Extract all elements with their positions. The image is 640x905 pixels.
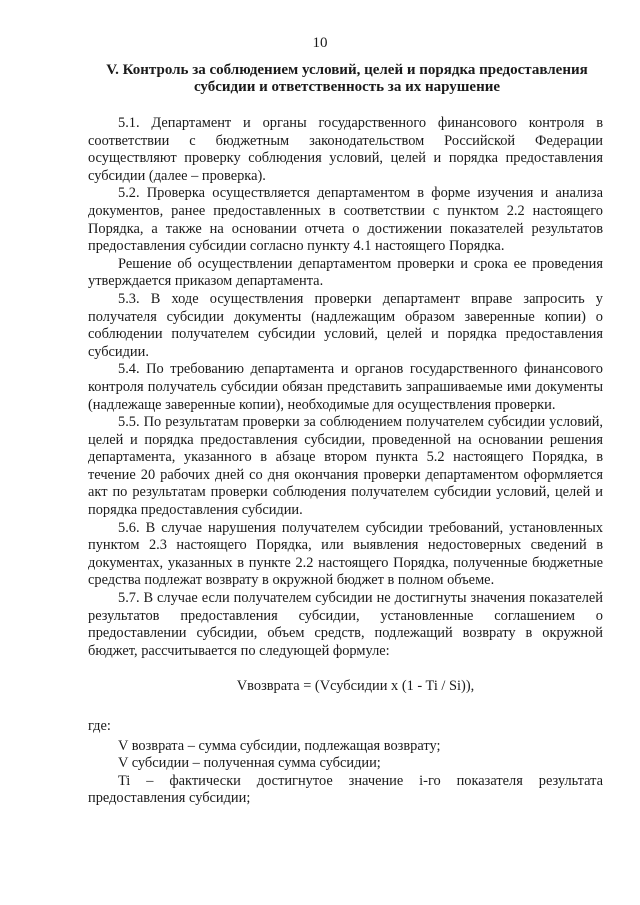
paragraph-5-6: 5.6. В случае нарушения получателем субсидии требований, установленных пунктом 2.3 настоящего Порядка, или выявления недостоверных сведений в документах, указанных в пункте 2.2 настоящего Порядка, полученные бюджетные средства подлежат возврату в окружной бюджет в полном объеме.: [88, 519, 603, 589]
document-body: [88, 115, 603, 808]
paragraph-5-4: 5.4. По требованию департамента и органов государственного финансового контроля получатель субсидии обязан представить запрашиваемые ими документы (надлежаще заверенные копии), необходимые для осуществления проверки.: [88, 361, 603, 413]
return-formula: Vвозврата = (Vсубсидии x (1 - Ti / Si)),: [236, 678, 475, 695]
section-heading: V. Контроль за соблюдением условий, целей и порядка предоставления субсидии и ответственность за их нарушение: [106, 62, 588, 95]
paragraph-5-3: 5.3. В ходе осуществления проверки департамент вправе запросить у получателя субсидии документы (надлежащим образом заверенные копии) о соблюдении получателем субсидии условий, целей и порядка предоставления субсидии.: [88, 290, 603, 360]
paragraph-5-1: 5.1. Департамент и органы государственного финансового контроля в соответствии с бюджетным законодательством Российской Федерации осуществляют проверку соблюдения условий, целей и порядка предоставления субсидии (далее – проверка).: [88, 115, 603, 184]
paragraph-5-5: 5.5. По результатам проверки за соблюдением получателем субсидии условий, целей и порядка предоставления субсидии, проведенной на основании решения департамента, указанного в абзаце втором пункта 5.2 настоящего Порядка, в течение 20 рабочих дней со дня окончания проверки департаментом оформляется акт по результатам проверки соблюдения получателем субсидии условий, целей и порядка предоставления субсидии.: [88, 414, 603, 519]
paragraph-5-2-decision: Решение об осуществлении департаментом проверки и срока ее проведения утверждается приказом департамента.: [88, 255, 603, 290]
definition-v-subsidy: V субсидии – полученная сумма субсидии;: [118, 755, 381, 772]
definition-v-return: V возврата – сумма субсидии, подлежащая возврату;: [118, 737, 441, 754]
paragraph-5-7: 5.7. В случае если получателем субсидии не достигнуты значения показателей результатов предоставления субсидии, установленные соглашением о предоставлении субсидии, объем средств, подлежащий возврату в окружной бюджет, рассчитывается по следующей формуле:: [88, 590, 603, 659]
definition-ti: Ti – фактически достигнутое значение i-го показателя результата предоставления субсидии;: [88, 772, 603, 807]
where-label: где:: [88, 718, 111, 734]
page-number: 10: [312, 35, 328, 51]
paragraph-5-2: 5.2. Проверка осуществляется департаментом в форме изучения и анализа документов, ранее предоставленных в соответствии с пунктом 2.2 настоящего Порядка, а также на основании отчета о достижении показателей результатов предоставления субсидии согласно пункту 4.1 настоящего Порядка.: [88, 185, 603, 255]
